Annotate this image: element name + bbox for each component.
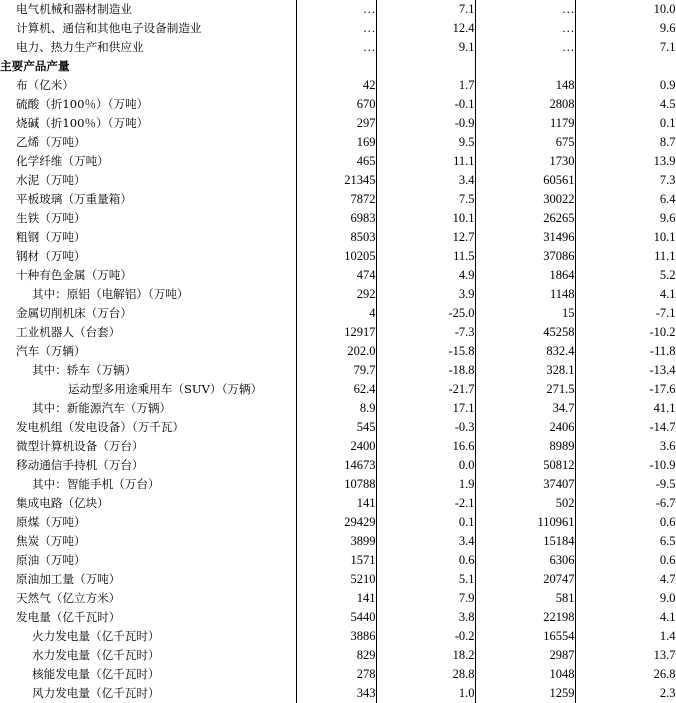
table-row bbox=[0, 475, 676, 494]
value-cell-v2: 11.1 bbox=[376, 152, 475, 171]
value-cell-v2: -21.7 bbox=[376, 380, 475, 399]
value-cell-v1: 2400 bbox=[296, 437, 376, 456]
value-cell-v1: 29429 bbox=[296, 513, 376, 532]
value-cell-v4: 8.7 bbox=[575, 133, 676, 152]
table-row bbox=[0, 627, 676, 646]
value-cell-v1: 343 bbox=[296, 684, 376, 703]
value-cell-v4: 6.5 bbox=[575, 532, 676, 551]
value-cell-v3: 15184 bbox=[475, 532, 575, 551]
value-cell-v2: 7.5 bbox=[376, 190, 475, 209]
table-row bbox=[0, 589, 676, 608]
value-cell-v4: 41.1 bbox=[575, 399, 676, 418]
value-cell-v1: 292 bbox=[296, 285, 376, 304]
indicator-name: 十种有色金属（万吨） bbox=[16, 268, 132, 282]
value-cell-v1: 42 bbox=[296, 76, 376, 95]
value-cell-v4: 11.1 bbox=[575, 247, 676, 266]
value-cell-v2: -25.0 bbox=[376, 304, 475, 323]
value-cell-v4: 4.5 bbox=[575, 95, 676, 114]
table-row bbox=[0, 266, 676, 285]
value-cell-v3: 328.1 bbox=[475, 361, 575, 380]
table-row bbox=[0, 285, 676, 304]
table-row bbox=[0, 190, 676, 209]
value-cell-v4: -9.5 bbox=[575, 475, 676, 494]
table-row bbox=[0, 684, 676, 703]
value-cell-v4: 9.6 bbox=[575, 209, 676, 228]
value-cell-v1: 545 bbox=[296, 418, 376, 437]
value-cell-v2: 4.9 bbox=[376, 266, 475, 285]
value-cell-v2 bbox=[376, 57, 475, 76]
value-cell-v2: -15.8 bbox=[376, 342, 475, 361]
table-row bbox=[0, 171, 676, 190]
indicator-name: 其中：轿车（万辆） bbox=[32, 363, 137, 377]
value-cell-v3: 1730 bbox=[475, 152, 575, 171]
table-row bbox=[0, 570, 676, 589]
value-cell-v1: 12917 bbox=[296, 323, 376, 342]
value-cell-v2: 3.4 bbox=[376, 171, 475, 190]
value-cell-v2: 16.6 bbox=[376, 437, 475, 456]
value-cell-v3: 37407 bbox=[475, 475, 575, 494]
value-cell-v3: 1048 bbox=[475, 665, 575, 684]
indicator-name: 移动通信手持机（万台） bbox=[16, 458, 144, 472]
value-cell-v1: 202.0 bbox=[296, 342, 376, 361]
value-cell-v2: 3.4 bbox=[376, 532, 475, 551]
value-cell-v1: 474 bbox=[296, 266, 376, 285]
value-cell-v1: 79.7 bbox=[296, 361, 376, 380]
indicator-name: 汽车（万辆） bbox=[16, 344, 86, 358]
value-cell-v1: 169 bbox=[296, 133, 376, 152]
section-heading: 主要产品产量 bbox=[0, 59, 70, 73]
table-row bbox=[0, 133, 676, 152]
table-row bbox=[0, 532, 676, 551]
table-row bbox=[0, 0, 676, 19]
value-cell-v1: … bbox=[296, 19, 376, 38]
indicator-name: 工业机器人（台套） bbox=[16, 325, 121, 339]
value-cell-v1: 829 bbox=[296, 646, 376, 665]
value-cell-v1: 6983 bbox=[296, 209, 376, 228]
table-row bbox=[0, 608, 676, 627]
table-row bbox=[0, 323, 676, 342]
value-cell-v2: 0.6 bbox=[376, 551, 475, 570]
value-cell-v1: 465 bbox=[296, 152, 376, 171]
value-cell-v3: 20747 bbox=[475, 570, 575, 589]
value-cell-v4: 7.1 bbox=[575, 38, 676, 57]
table-row bbox=[0, 380, 676, 399]
value-cell-v3: 30022 bbox=[475, 190, 575, 209]
table-row bbox=[0, 437, 676, 456]
value-cell-v1: 14673 bbox=[296, 456, 376, 475]
value-cell-v4: 0.9 bbox=[575, 76, 676, 95]
value-cell-v2: -0.3 bbox=[376, 418, 475, 437]
value-cell-v2: 7.9 bbox=[376, 589, 475, 608]
value-cell-v3: 832.4 bbox=[475, 342, 575, 361]
value-cell-v2: 18.2 bbox=[376, 646, 475, 665]
value-cell-v2: 12.4 bbox=[376, 19, 475, 38]
indicator-name: 天然气（亿立方米） bbox=[16, 591, 121, 605]
value-cell-v4: 10.1 bbox=[575, 228, 676, 247]
value-cell-v1: 1571 bbox=[296, 551, 376, 570]
value-cell-v2: 1.7 bbox=[376, 76, 475, 95]
table-row bbox=[0, 304, 676, 323]
value-cell-v4: 9.0 bbox=[575, 589, 676, 608]
value-cell-v4: 0.1 bbox=[575, 114, 676, 133]
value-cell-v3: … bbox=[475, 0, 575, 19]
indicator-name: 火力发电量（亿千瓦时） bbox=[32, 629, 160, 643]
value-cell-v2: -0.9 bbox=[376, 114, 475, 133]
value-cell-v1: 5210 bbox=[296, 570, 376, 589]
indicator-name: 水力发电量（亿千瓦时） bbox=[32, 648, 160, 662]
value-cell-v3: 1259 bbox=[475, 684, 575, 703]
value-cell-v4: -10.2 bbox=[575, 323, 676, 342]
value-cell-v4: 0.6 bbox=[575, 551, 676, 570]
value-cell-v2: -0.1 bbox=[376, 95, 475, 114]
value-cell-v1: 8503 bbox=[296, 228, 376, 247]
indicator-name: 集成电路（亿块） bbox=[16, 496, 109, 510]
value-cell-v2: 5.1 bbox=[376, 570, 475, 589]
value-cell-v4: 13.9 bbox=[575, 152, 676, 171]
value-cell-v1: 21345 bbox=[296, 171, 376, 190]
indicator-name: 钢材（万吨） bbox=[16, 249, 86, 263]
table-row bbox=[0, 76, 676, 95]
value-cell-v3: 50812 bbox=[475, 456, 575, 475]
value-cell-v4: 6.4 bbox=[575, 190, 676, 209]
indicator-name: 微型计算机设备（万台） bbox=[16, 439, 144, 453]
value-cell-v3: 581 bbox=[475, 589, 575, 608]
value-cell-v1: 670 bbox=[296, 95, 376, 114]
value-cell-v2: 7.1 bbox=[376, 0, 475, 19]
value-cell-v3: 2808 bbox=[475, 95, 575, 114]
value-cell-v1: 10788 bbox=[296, 475, 376, 494]
table-row bbox=[0, 665, 676, 684]
value-cell-v2: 10.1 bbox=[376, 209, 475, 228]
value-cell-v2: -0.2 bbox=[376, 627, 475, 646]
value-cell-v3: 675 bbox=[475, 133, 575, 152]
indicator-name: 化学纤维（万吨） bbox=[16, 154, 109, 168]
table-row bbox=[0, 513, 676, 532]
value-cell-v1: … bbox=[296, 0, 376, 19]
value-cell-v3: 37086 bbox=[475, 247, 575, 266]
value-cell-v1: 3899 bbox=[296, 532, 376, 551]
table-row bbox=[0, 494, 676, 513]
value-cell-v3: 110961 bbox=[475, 513, 575, 532]
value-cell-v2: 3.8 bbox=[376, 608, 475, 627]
value-cell-v4: 4.7 bbox=[575, 570, 676, 589]
indicator-name: 硫酸（折100％）（万吨） bbox=[16, 97, 149, 111]
indicator-name: 粗钢（万吨） bbox=[16, 230, 86, 244]
value-cell-v1: 10205 bbox=[296, 247, 376, 266]
value-cell-v2: -18.8 bbox=[376, 361, 475, 380]
table-row bbox=[0, 247, 676, 266]
table-row bbox=[0, 228, 676, 247]
value-cell-v4: -11.8 bbox=[575, 342, 676, 361]
table-row bbox=[0, 209, 676, 228]
value-cell-v2: 17.1 bbox=[376, 399, 475, 418]
value-cell-v4: -7.1 bbox=[575, 304, 676, 323]
indicator-name: 电气机械和器材制造业 bbox=[16, 2, 132, 16]
value-cell-v1: 3886 bbox=[296, 627, 376, 646]
indicator-name: 其中：新能源汽车（万辆） bbox=[32, 401, 172, 415]
table-row bbox=[0, 399, 676, 418]
indicator-name: 发电机组（发电设备）（万千瓦） bbox=[16, 420, 185, 434]
value-cell-v4: 3.6 bbox=[575, 437, 676, 456]
indicator-name: 其中：智能手机（万台） bbox=[32, 477, 160, 491]
value-cell-v2: 9.5 bbox=[376, 133, 475, 152]
value-cell-v1: 7872 bbox=[296, 190, 376, 209]
indicator-name: 原油（万吨） bbox=[16, 553, 86, 567]
value-cell-v4: 5.2 bbox=[575, 266, 676, 285]
value-cell-v1 bbox=[296, 57, 376, 76]
value-cell-v2: 12.7 bbox=[376, 228, 475, 247]
indicator-name: 核能发电量（亿千瓦时） bbox=[32, 667, 160, 681]
indicator-name: 金属切削机床（万台） bbox=[16, 306, 132, 320]
value-cell-v2: 1.0 bbox=[376, 684, 475, 703]
value-cell-v4: 4.1 bbox=[575, 285, 676, 304]
indicator-name: 焦炭（万吨） bbox=[16, 534, 86, 548]
value-cell-v3: 26265 bbox=[475, 209, 575, 228]
value-cell-v3: 16554 bbox=[475, 627, 575, 646]
value-cell-v4: -17.6 bbox=[575, 380, 676, 399]
value-cell-v4: 0.6 bbox=[575, 513, 676, 532]
table-row bbox=[0, 456, 676, 475]
indicator-name: 原煤（万吨） bbox=[16, 515, 86, 529]
value-cell-v3: 2987 bbox=[475, 646, 575, 665]
value-cell-v4: 26.8 bbox=[575, 665, 676, 684]
indicator-name: 原油加工量（万吨） bbox=[16, 572, 121, 586]
value-cell-v2: -7.3 bbox=[376, 323, 475, 342]
table-row bbox=[0, 418, 676, 437]
value-cell-v3: 6306 bbox=[475, 551, 575, 570]
value-cell-v2: 0.0 bbox=[376, 456, 475, 475]
value-cell-v1: 141 bbox=[296, 589, 376, 608]
value-cell-v1: 141 bbox=[296, 494, 376, 513]
value-cell-v4: -13.4 bbox=[575, 361, 676, 380]
indicator-name: 计算机、通信和其他电子设备制造业 bbox=[16, 21, 202, 35]
value-cell-v3: 22198 bbox=[475, 608, 575, 627]
indicator-name: 生铁（万吨） bbox=[16, 211, 86, 225]
value-cell-v3: 148 bbox=[475, 76, 575, 95]
value-cell-v1: 278 bbox=[296, 665, 376, 684]
value-cell-v4: -14.7 bbox=[575, 418, 676, 437]
value-cell-v3: 1179 bbox=[475, 114, 575, 133]
value-cell-v4: -10.9 bbox=[575, 456, 676, 475]
indicator-name: 布（亿米） bbox=[16, 78, 74, 92]
table-row bbox=[0, 152, 676, 171]
indicator-name: 运动型多用途乘用车（SUV）（万辆） bbox=[68, 382, 263, 396]
value-cell-v4 bbox=[575, 57, 676, 76]
value-cell-v3: 1864 bbox=[475, 266, 575, 285]
value-cell-v1: 62.4 bbox=[296, 380, 376, 399]
value-cell-v4: 10.0 bbox=[575, 0, 676, 19]
value-cell-v3: 31496 bbox=[475, 228, 575, 247]
indicator-name: 风力发电量（亿千瓦时） bbox=[32, 686, 160, 700]
value-cell-v2: 9.1 bbox=[376, 38, 475, 57]
value-cell-v3: 45258 bbox=[475, 323, 575, 342]
value-cell-v2: 1.9 bbox=[376, 475, 475, 494]
value-cell-v2: -2.1 bbox=[376, 494, 475, 513]
value-cell-v1: 5440 bbox=[296, 608, 376, 627]
table-row bbox=[0, 114, 676, 133]
value-cell-v1: 8.9 bbox=[296, 399, 376, 418]
table-row bbox=[0, 551, 676, 570]
value-cell-v2: 28.8 bbox=[376, 665, 475, 684]
value-cell-v4: 2.3 bbox=[575, 684, 676, 703]
table-row bbox=[0, 95, 676, 114]
table-row bbox=[0, 57, 676, 76]
indicator-name: 电力、热力生产和供应业 bbox=[16, 40, 144, 54]
value-cell-v4: 13.7 bbox=[575, 646, 676, 665]
value-cell-v4: -6.7 bbox=[575, 494, 676, 513]
value-cell-v3 bbox=[475, 57, 575, 76]
value-cell-v2: 3.9 bbox=[376, 285, 475, 304]
indicator-name: 平板玻璃（万重量箱） bbox=[16, 192, 132, 206]
value-cell-v3: 60561 bbox=[475, 171, 575, 190]
value-cell-v4: 1.4 bbox=[575, 627, 676, 646]
value-cell-v3: 2406 bbox=[475, 418, 575, 437]
value-cell-v4: 9.6 bbox=[575, 19, 676, 38]
value-cell-v2: 0.1 bbox=[376, 513, 475, 532]
value-cell-v1: … bbox=[296, 38, 376, 57]
value-cell-v1: 297 bbox=[296, 114, 376, 133]
indicator-name: 其中：原铝（电解铝）（万吨） bbox=[32, 287, 189, 301]
value-cell-v3: … bbox=[475, 38, 575, 57]
value-cell-v3: … bbox=[475, 19, 575, 38]
value-cell-v3: 34.7 bbox=[475, 399, 575, 418]
table-row bbox=[0, 38, 676, 57]
indicator-name: 乙烯（万吨） bbox=[16, 135, 86, 149]
value-cell-v3: 8989 bbox=[475, 437, 575, 456]
value-cell-v2: 11.5 bbox=[376, 247, 475, 266]
indicator-name: 发电量（亿千瓦时） bbox=[16, 610, 121, 624]
table-row bbox=[0, 361, 676, 380]
value-cell-v3: 271.5 bbox=[475, 380, 575, 399]
indicator-name: 水泥（万吨） bbox=[16, 173, 86, 187]
value-cell-v3: 502 bbox=[475, 494, 575, 513]
table-row bbox=[0, 342, 676, 361]
value-cell-v4: 7.3 bbox=[575, 171, 676, 190]
value-cell-v3: 1148 bbox=[475, 285, 575, 304]
indicator-name: 烧碱（折100％）（万吨） bbox=[16, 116, 149, 130]
value-cell-v4: 4.1 bbox=[575, 608, 676, 627]
table-row bbox=[0, 646, 676, 665]
table-row bbox=[0, 19, 676, 38]
value-cell-v3: 15 bbox=[475, 304, 575, 323]
value-cell-v1: 4 bbox=[296, 304, 376, 323]
